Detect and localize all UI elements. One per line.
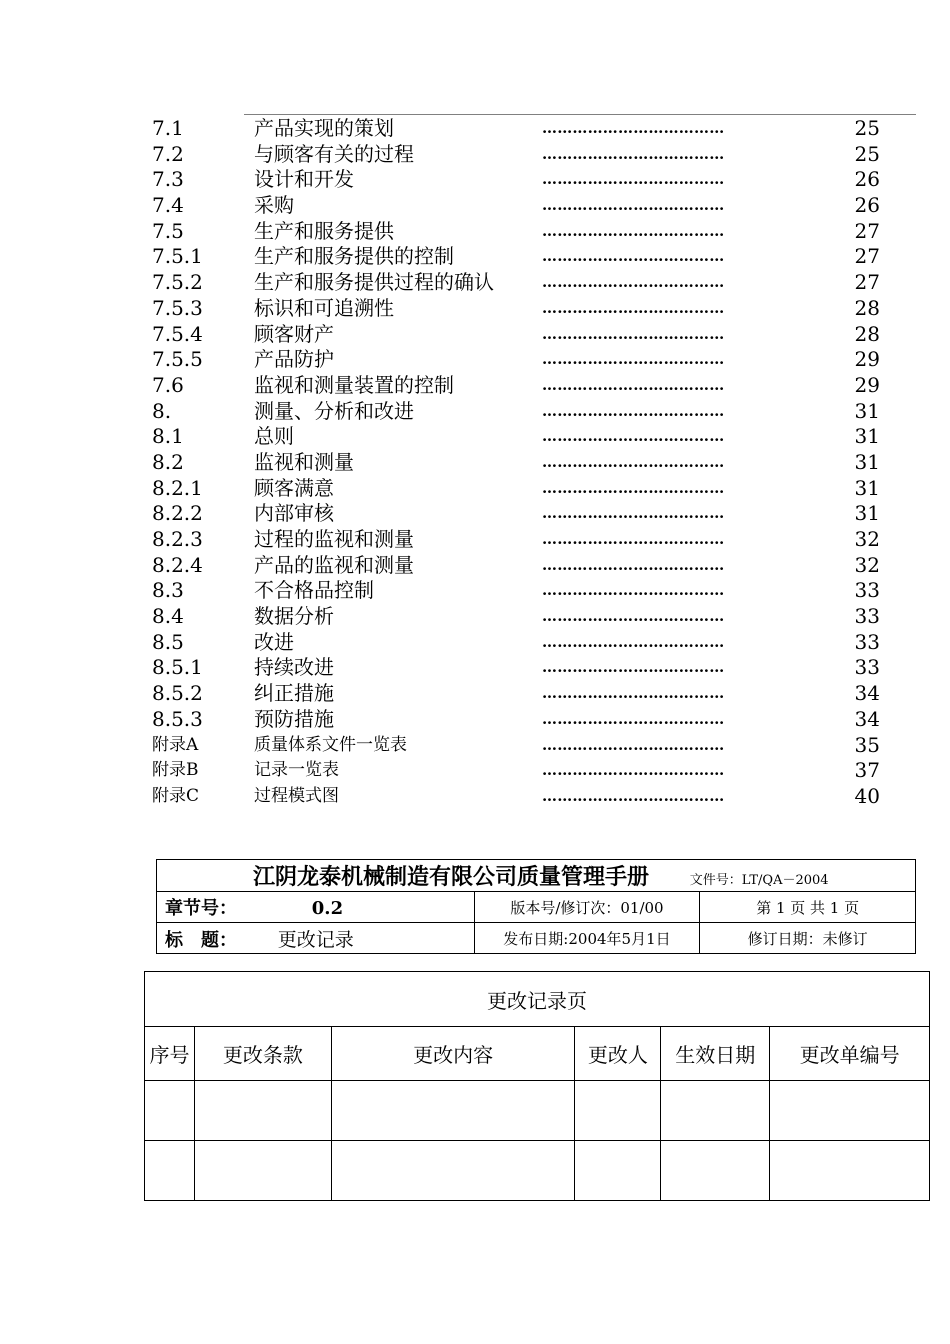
column-header-content: 更改内容 — [331, 1027, 575, 1081]
toc-leader-dots: ……………………………… — [542, 298, 725, 317]
toc-section-title: 产品实现的策划 — [254, 116, 394, 140]
toc-page-number: 27 — [854, 270, 880, 295]
toc-section-number: 附录A — [152, 734, 199, 755]
toc-entry — [0, 476, 950, 502]
toc-page-number: 34 — [854, 681, 880, 706]
toc-leader-dots: ……………………………… — [542, 247, 725, 266]
toc-leader-dots: ……………………………… — [542, 144, 725, 163]
toc-page-number: 28 — [854, 295, 880, 320]
toc-section-title: 顾客财产 — [254, 321, 334, 346]
toc-leader-dots: ……………………………… — [542, 350, 725, 369]
empty-cell — [575, 1081, 661, 1141]
toc-section-number: 7.5.4 — [152, 321, 203, 346]
empty-cell — [331, 1081, 575, 1141]
company-manual-title: 江阴龙泰机械制造有限公司质量管理手册 — [253, 865, 650, 890]
toc-entry — [0, 681, 950, 707]
empty-cell — [194, 1141, 331, 1201]
empty-cell — [145, 1081, 195, 1141]
toc-entry — [0, 655, 950, 681]
empty-cell — [194, 1081, 331, 1141]
toc-section-number: 8.5.1 — [152, 655, 203, 680]
toc-page-number: 31 — [854, 424, 880, 449]
toc-entry — [0, 450, 950, 476]
toc-section-number: 7.3 — [152, 167, 184, 192]
chapter-value: 0.2 — [311, 898, 344, 919]
toc-section-title: 采购 — [254, 193, 294, 218]
toc-section-title: 不合格品控制 — [254, 578, 374, 603]
column-header-seq: 序号 — [145, 1027, 195, 1081]
toc-section-number: 8.5.3 — [152, 706, 203, 731]
toc-section-title: 顾客满意 — [254, 475, 334, 500]
toc-leader-dots: ……………………………… — [542, 119, 725, 137]
toc-entry — [0, 707, 950, 733]
toc-section-title: 纠正措施 — [254, 681, 334, 706]
toc-entry — [0, 244, 950, 270]
toc-leader-dots: ……………………………… — [542, 607, 725, 626]
document-header-table — [156, 859, 916, 954]
toc-entry — [0, 296, 950, 322]
toc-page-number: 33 — [854, 578, 880, 603]
toc-entry — [0, 733, 950, 759]
toc-entry — [0, 142, 950, 168]
toc-page-number: 32 — [854, 527, 880, 551]
toc-leader-dots: ……………………………… — [542, 530, 725, 548]
toc-section-title: 设计和开发 — [254, 167, 354, 192]
toc-section-number: 7.5.1 — [152, 244, 203, 269]
toc-page-number: 35 — [854, 732, 880, 757]
toc-entry — [0, 167, 950, 193]
toc-section-title: 记录一览表 — [254, 760, 339, 781]
toc-leader-dots: ……………………………… — [542, 273, 725, 292]
toc-leader-dots: ……………………………… — [542, 452, 725, 471]
toc-entry — [0, 630, 950, 656]
toc-section-title: 测量、分析和改进 — [254, 398, 414, 423]
toc-leader-dots: ……………………………… — [542, 555, 725, 574]
chapter-label: 章节号： — [165, 898, 237, 919]
top-rule — [244, 114, 916, 115]
toc-page-number: 33 — [854, 655, 880, 680]
toc-leader-dots: ……………………………… — [542, 221, 725, 240]
toc-page-number: 31 — [854, 501, 880, 526]
empty-cell — [331, 1141, 575, 1201]
toc-section-title: 预防措施 — [254, 706, 334, 731]
header-title-cell — [157, 860, 916, 892]
toc-section-title: 产品的监视和测量 — [254, 552, 414, 577]
toc-leader-dots: ……………………………… — [542, 709, 725, 728]
toc-section-title: 总则 — [254, 424, 294, 449]
toc-entry — [0, 604, 950, 630]
column-header-changer: 更改人 — [575, 1027, 661, 1081]
toc-page-number: 33 — [854, 604, 880, 629]
empty-cell — [661, 1141, 770, 1201]
toc-section-number: 7.6 — [152, 372, 184, 397]
toc-page-number: 29 — [854, 372, 880, 397]
toc-section-title: 改进 — [254, 629, 294, 654]
toc-section-number: 7.5.2 — [152, 270, 203, 295]
toc-section-number: 8. — [152, 398, 172, 423]
toc-section-number: 7.5.5 — [152, 347, 203, 372]
title-label: 标 题： — [165, 929, 237, 951]
toc-leader-dots: ……………………………… — [542, 735, 725, 754]
toc-section-title: 标识和可追溯性 — [254, 295, 394, 320]
toc-entry — [0, 373, 950, 399]
chapter-cell — [157, 892, 475, 923]
toc-section-number: 8.3 — [152, 578, 184, 603]
toc-page-number: 26 — [854, 193, 880, 218]
title-cell — [157, 923, 475, 954]
toc-section-number: 附录B — [152, 760, 199, 781]
toc-leader-dots: ……………………………… — [542, 401, 725, 420]
toc-page-number: 25 — [854, 116, 880, 140]
column-header-clause: 更改条款 — [194, 1027, 331, 1081]
toc-section-number: 7.2 — [152, 141, 184, 166]
toc-section-title: 监视和测量 — [254, 449, 354, 474]
toc-entry — [0, 219, 950, 245]
toc-entry — [0, 193, 950, 219]
toc-leader-dots: ……………………………… — [542, 786, 725, 805]
table-row — [145, 1081, 930, 1141]
toc-section-number: 8.4 — [152, 604, 184, 629]
toc-section-number: 7.5.3 — [152, 295, 203, 320]
toc-section-number: 8.5 — [152, 629, 184, 654]
toc-section-number: 8.2.1 — [152, 475, 203, 500]
toc-page-number: 33 — [854, 629, 880, 654]
toc-entry — [0, 424, 950, 450]
toc-leader-dots: ……………………………… — [542, 375, 725, 394]
table-of-contents — [0, 116, 950, 810]
toc-section-title: 质量体系文件一览表 — [254, 734, 407, 755]
toc-leader-dots: ……………………………… — [542, 427, 725, 446]
change-record-table — [144, 971, 930, 1201]
toc-entry — [0, 578, 950, 604]
toc-page-number: 31 — [854, 449, 880, 474]
toc-section-title: 生产和服务提供 — [254, 218, 394, 243]
toc-page-number: 29 — [854, 347, 880, 372]
toc-section-title: 数据分析 — [254, 604, 334, 629]
column-header-change-form-no: 更改单编号 — [770, 1027, 930, 1081]
toc-page-number: 26 — [854, 167, 880, 192]
toc-leader-dots: ……………………………… — [542, 196, 725, 215]
toc-section-number: 8.2.2 — [152, 501, 203, 526]
toc-page-number: 31 — [854, 398, 880, 423]
empty-cell — [661, 1081, 770, 1141]
toc-section-number: 8.1 — [152, 424, 184, 449]
toc-leader-dots: ……………………………… — [542, 504, 725, 523]
toc-section-title: 内部审核 — [254, 501, 334, 526]
toc-leader-dots: ……………………………… — [542, 170, 725, 189]
page-info-cell: 第 1 页 共 1 页 — [700, 892, 916, 923]
revise-date-cell: 修订日期：未修订 — [700, 923, 916, 954]
table-row — [145, 1141, 930, 1201]
document-number: 文件号：LT/QA－2004 — [689, 873, 829, 888]
toc-page-number: 27 — [854, 244, 880, 269]
toc-entry — [0, 399, 950, 425]
toc-entry — [0, 322, 950, 348]
toc-leader-dots: ……………………………… — [542, 581, 725, 600]
toc-leader-dots: ……………………………… — [542, 324, 725, 343]
toc-section-title: 持续改进 — [254, 655, 334, 680]
title-value: 更改记录 — [277, 928, 354, 951]
toc-section-number: 7.4 — [152, 193, 184, 218]
toc-entry — [0, 270, 950, 296]
empty-cell — [145, 1141, 195, 1201]
toc-entry — [0, 553, 950, 579]
column-header-effective-date: 生效日期 — [661, 1027, 770, 1081]
toc-section-title: 产品防护 — [254, 347, 334, 372]
change-record-title: 更改记录页 — [145, 972, 930, 1027]
toc-section-title: 生产和服务提供过程的确认 — [254, 270, 494, 295]
empty-cell — [770, 1141, 930, 1201]
toc-section-title: 生产和服务提供的控制 — [254, 244, 454, 269]
toc-leader-dots: ……………………………… — [542, 478, 725, 497]
toc-section-number: 7.5 — [152, 218, 184, 243]
toc-page-number: 40 — [854, 783, 880, 808]
toc-page-number: 27 — [854, 218, 880, 243]
toc-section-number: 8.2.4 — [152, 552, 203, 577]
toc-section-title: 过程的监视和测量 — [254, 527, 414, 551]
toc-section-number: 8.5.2 — [152, 681, 203, 706]
empty-cell — [575, 1141, 661, 1201]
version-cell: 版本号/修订次：01/00 — [474, 892, 700, 923]
toc-section-title: 监视和测量装置的控制 — [254, 372, 454, 397]
toc-section-title: 过程模式图 — [254, 785, 339, 806]
toc-entry — [0, 758, 950, 784]
toc-leader-dots: ……………………………… — [542, 658, 725, 677]
empty-cell — [770, 1081, 930, 1141]
toc-page-number: 25 — [854, 141, 880, 166]
toc-entry — [0, 527, 950, 553]
toc-entry — [0, 347, 950, 373]
toc-entry — [0, 116, 950, 142]
toc-page-number: 28 — [854, 321, 880, 346]
toc-entry — [0, 784, 950, 810]
toc-entry — [0, 501, 950, 527]
toc-leader-dots: ……………………………… — [542, 684, 725, 703]
toc-section-title: 与顾客有关的过程 — [254, 141, 414, 166]
toc-page-number: 32 — [854, 552, 880, 577]
toc-page-number: 34 — [854, 706, 880, 731]
issue-date-cell: 发布日期:2004年5月1日 — [474, 923, 700, 954]
toc-page-number: 31 — [854, 475, 880, 500]
toc-section-number: 8.2 — [152, 449, 184, 474]
toc-section-number: 8.2.3 — [152, 527, 203, 551]
toc-page-number: 37 — [854, 758, 880, 783]
toc-section-number: 附录C — [152, 785, 200, 806]
toc-leader-dots: ……………………………… — [542, 632, 725, 651]
toc-leader-dots: ……………………………… — [542, 761, 725, 780]
toc-section-number: 7.1 — [152, 116, 184, 140]
